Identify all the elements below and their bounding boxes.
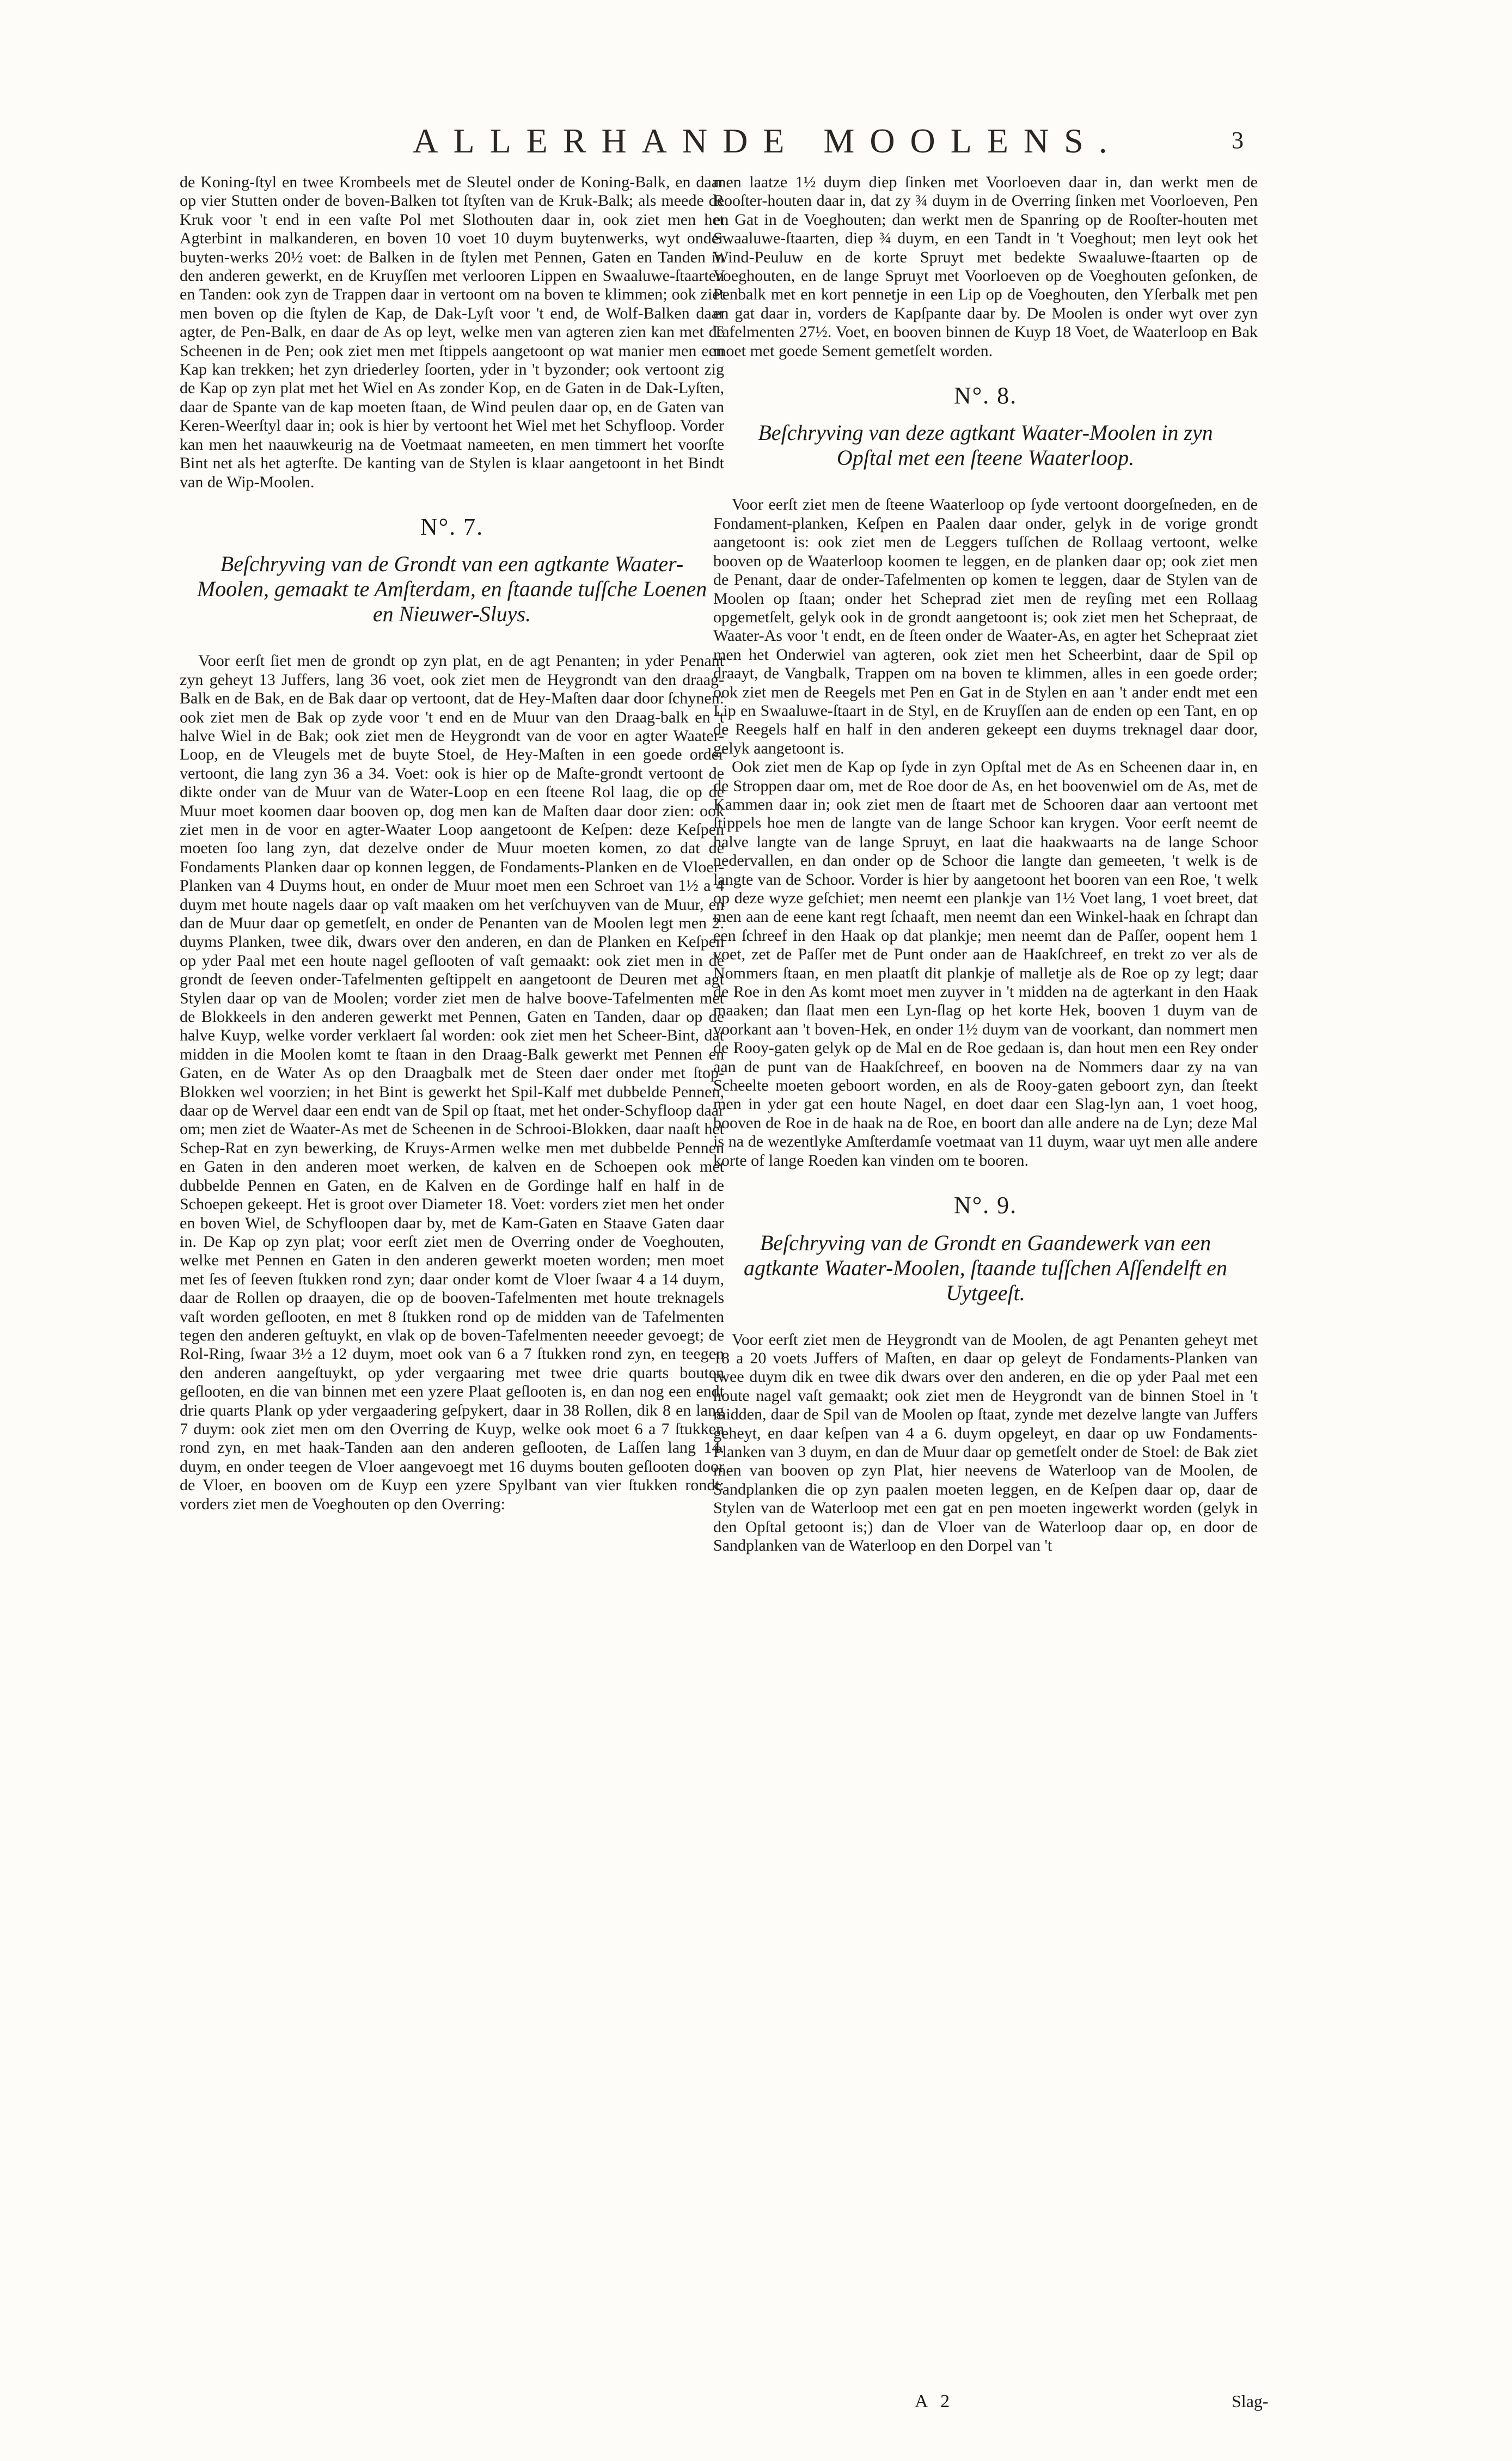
section-9-paragraph: Voor eerſt ziet men de Heygrondt van de Moolen, de agt Penanten geheyt met 18 a 20 voets Juffers of Maſten, en daar op geleyt de Fondaments-Planken van twee duym dik en twee dik dwars over den anderen, en die op yder Paal met een houte nagel vaſt gemaakt; ook ziet men de Heygrondt van de binnen Stoel in 't midden, daar de Spil van de Moolen op ſtaat, zynde met dezelve langte van Juffers geheyt, en daar keſpen van 4 a 6. duym opgeleyt, en daar op uw Fondaments-Planken van 3 duym, en dan de Muur daar op gemetſelt onder de Stoel: de Bak ziet men van booven op zyn Plat, hier neevens de Waterloop van de Moolen, de Sandplanken die op zyn paalen moeten leggen, en de Keſpen daar op, daar de Stylen van de Waterloop met een gat en pen moeten ingewerkt worden (gelyk in den Opſtal getoont is;) dan de Vloer van de Waterloop daar op, en door de Sandplanken van de Waterloop en den Dorpel van 't [713, 1330, 1258, 1554]
section-9-number: N°. 9. [953, 1192, 1018, 1219]
running-title: ALLERHANDE MOOLENS. [413, 121, 1123, 160]
section-7-number: N°. 7. [420, 513, 484, 540]
section-8-paragraph-1: Voor eerſt ziet men de ſteene Waaterloop op ſyde vertoont doorgeſneden, en de Fondament-planken, Keſpen en Paalen daar onder, gelyk in de vorige grondt aangetoont is: ook ziet men de Leggers tuſſchen de Rollaag vertoont, welke booven op de Waaterloop koomen te leggen, en de planken daar op; ook ziet men de Penant, daar de onder-Tafelmenten op komen te leggen, daar de Stylen van de Moolen op ſtaan; onder het Scheprad ziet men de reyſing met een Rollaag opgemetſelt, gelyk ook in de grondt aangetoont is; ook ziet men het Schepraat, de Waater-As voor 't endt, en de ſteen onder de Waater-As, en agter het Schepraat ziet men het Onderwiel van agteren, ook ziet men het Scheerbint, daar de Spil op draayt, de Vangbalk, Trappen om na boven te klimmen, alles in een goede order; ook ziet men de Reegels met Pen en Gat in de Stylen en aan 't ander endt met een Lip en Swaaluwe-ſtaart in de Styl, en de Kruyſſen aan de enden op een Tant, en op de Reegels half en half in den anderen gekeept een duyms treknagel daar door, gelyk aangetoont is. [713, 495, 1258, 757]
section-9-title: Beſchryving van de Grondt en Gaandewerk van een agtkante Waater-Moolen, ſtaande tuſſchen Aſſendelft en Uytgeeſt. [744, 1230, 1227, 1305]
section-7-title: Beſchryving van de Grondt van een agtkante Waater-Moolen, gemaakt te Amſterdam, en ſtaande tuſſche Loenen en Nieuwer-Sluys. [197, 552, 707, 627]
signature-mark: A 2 [915, 2391, 954, 2411]
right-column [713, 173, 1258, 1555]
section-8-paragraph-2: Ook ziet men de Kap op ſyde in zyn Opſtal met de As en Scheenen daar in, en de Stroppen daar om, met de Roe door de As, en het boovenwiel om de As, met de Kammen daar in; ook ziet men de ſtaart met de Schooren daar aan vertoont met ſtippels hoe men de langte van de lange Schoor kan krygen. Voor eerſt neemt de halve langte van de lange Spruyt, en laat die haakwaarts na de lange Schoor nedervallen, en dan onder op de Schoor die langte dan gemeeten, 't welk is de langte van de Schoor. Vorder is hier by aangetoont het booren van een Roe, 't welk op deze wyze geſchiet; men neemt een plankje van 1½ Voet lang, 1 voet breet, dat men aan de eene kant regt ſchaaft, men neemt dan een Winkel-haak en ſchrapt dan een ſchreef in den Haak op dat plankje; men neemt dan de Paſſer, oopent hem 1 voet, zet de Paſſer met de Punt onder aan de Haakſchreef, en trekt zo ver als de Nommers ſtaan, en men plaatſt dit plankje of malletje als de Roe op zy legt; daar de Roe in den As komt moet men zuyver in 't midden na de agterkant in den Haak maaken; dan ſlaat men een Lyn-ſlag op het korte Hek, booven 1 duym van de voorkant aan 't boven-Hek, en onder 1½ duym van de voorkant, dan nommert men de Rooy-gaten gelyk op de Mal en de Roe gedaan is, dan hout men een Rey onder aan de punt van de Haakſchreef, en booven na de Nommers daar zy na van Scheelte moeten geboort worden, en als de Rooy-gaten geboort zyn, dan ſteekt men in yder gat een houte Nagel, en doet daar een Slag-lyn aan, 1 voet hoog, booven de Roe in de haak na de Roe, en boort dan alle andere na de Lyn; deze Mal is na de wezentlyke Amſterdamſe voetmaat van 11 duym, waar uyt men alle andere korte of lange Roeden kan vinden om te booren. [713, 758, 1258, 1170]
left-intro-paragraph: de Koning-ſtyl en twee Krombeels met de Sleutel onder de Koning-Balk, en daar op vier Stutten onder de boven-Balken tot ſtyſten van de Kruk-Balk; als meede de Kruk voor 't end in een vaſte Pol met Slothouten daar in, ook ziet men het Agterbint in malkanderen, en boven 10 voet 10 duym buytenwerks, wyt onder buyten-werks 20½ voet: de Balken in de ſtylen met Pennen, Gaten en Tanden in den anderen gewerkt, en de Kruyſſen met verlooren Lippen en Swaaluwe-ſtaarten en Tanden: ook zyn de Trappen daar in vertoont om na boven te klimmen; ook ziet men boven op die ſtylen de Kap, de Dak-Lyſt voor 't end, de Wolf-Balken daar agter, de Pen-Balk, en daar de As op leyt, welke men van agteren zien kan met de Scheenen in de Pen; ook ziet men met ſtippels aangetoont op wat manier men een Kap kan trekken; het zyn driederley ſoorten, yder in 't byzonder; ook vertoont zig de Kap op zyn plat met het Wiel en As zonder Kop, en de Gaten in de Dak-Lyſten, daar de Spante van de kap moeten ſtaan, de Wind peulen daar op, en de Gaten van Keren-Weerſtyl daar in; ook is hier by vertoont het Wiel met het Schyfloop. Vorder kan men het naauwkeurig na de Voetmaat nameeten, en men timmert het voorſte Bint net als het agterſte. De kanting van de Stylen is klaar aangetoont in het Bindt van de Wip-Moolen. [180, 173, 724, 491]
section-7-body: Voor eerſt ſiet men de grondt op zyn plat, en de agt Penanten; in yder Penant zyn geheyt 13 Juffers, lang 36 voet, ook ziet men de Heygrondt van den draag-Balk en de Bak, en de Bak daar op vertoont, dat de Hey-Maſten daar door ſchynen: ook ziet men de Bak op zyde voor 't end en de Muur van den Draag-balk en 't halve Wiel in de Bak; ook ziet men de Heygrondt van de voor en agter Waater-Loop, en de Vleugels met de buyte Stoel, de Hey-Maſten in een goede order vertoont, die lang zyn 36 a 34. Voet: ook is hier op de Maſte-grondt vertoont de dikte onder van de Muur van de Water-Loop en een ſteene Rol laag, die op de Muur moet koomen daar booven op, dog men kan de Maſten daar door zien: ook ziet men in de voor en agter-Waater Loop aangetoont de Keſpen: deze Keſpen moeten ſoo lang zyn, dat dezelve onder de Muur moeten komen, zo dat de Fondaments Planken daar op konnen leggen, de Fondaments-Planken en de Vloer-Planken van 4 Duyms hout, en onder de Muur moet men een Schroet van 1½ a 4 duym met houte nagels daar op vaſt maaken om het verſchuyven van de Muur, en dan de Muur daar op gemetſelt, en onder de Penanten van de Moolen legt men 2. duyms Planken, twee dik, dwars over den anderen, en dan de Planken en Keſpen op yder Paal met een houte nagel geſlooten of vaſt gemaakt: ook ziet men in de grondt de ſeeven onder-Tafelmenten geſtippelt en aangetoont de Deuren met agt Stylen daar op van de Moolen; vorder ziet men de halve boove-Tafelmenten met de Blokkeels in den anderen gewerkt met Pennen, Gaten en Tanden, daar op de halve Kuyp, welke vorder verklaert ſal worden: ook ziet men het Scheer-Bint, dat midden in die Moolen komt te ſtaan in den Draag-Balk gewerkt met Pennen en Gaten, en de Water As op den Draagbalk met de Steen daer onder met ſtop-Blokken wel voorzien; in het Bint is gewerkt het Spil-Kalf met dubbelde Pennen, daar op de Wervel daar een endt van de Spil op ſtaat, met het onder-Schyfloop daar om; men ziet de Waater-As met de Scheenen in de Schrooi-Blokken, daar naaſt het Schep-Rat en zyn bewerking, de Kruys-Armen welke men met dubbelde Pennen en Gaten in den anderen moet werken, de kalven en de Schoepen ook met dubbelde Pennen en Gaten, en de Kalven en de Gordinge half en half in de Schoepen gekeept. Het is groot over Diameter 18. Voet: vorders ziet men het onder en boven Wiel, de Schyfloopen daar by, met de Kam-Gaten en Staave Gaten daar in. De Kap op zyn plat; voor eerſt ziet men de Overring onder de Voeghouten, welke met Pennen en Gaten in den anderen gewerkt moeten worden; men moet met ſes of ſeeven ſtukken rond zyn; daar onder komt de Vloer ſwaar 4 a 14 duym, daar de Rollen op draayen, die op de booven-Tafelmenten met houte treknagels vaſt worden geſlooten, en met 8 ſtukken rond op de midden van de Tafelmenten tegen den anderen geſtuykt, en vlak op de boven-Tafelmenten neeeder gevoegt; de Rol-Ring, ſwaar 3½ a 12 duym, moet ook van 6 a 7 ſtukken rond zyn, en teegen den anderen aangeſtuykt, op yder vergaaring met twee drie quarts bouten geſlooten, en die van binnen met een yzere Plaat geſlooten is, en dan nog een endt drie quarts Plank op yder vergaadering geſpykert, daar in 38 Rollen, dik 8 en lang 7 duym: ook ziet men om den Overring de Kuyp, welke ook moet 6 a 7 ſtukken rond zyn, en met haak-Tanden aan den anderen geſlooten, de Laſſen lang 14. duym, en onder teegen de Vloer aangevoegt met 16 duyms bouten geſlooten door de Vloer, en booven om de Kuyp een yzere Spylbant van vier ſtukken rondt: vorders ziet men de Voeghouten op den Overring: [180, 652, 724, 1513]
section-8-number: N°. 8. [953, 382, 1018, 409]
left-column [180, 173, 724, 1514]
section-8-title: Beſchryving van deze agtkant Waater-Moolen in zyn Opſtal met een ſteene Waaterloop. [758, 420, 1213, 470]
right-intro-paragraph: men laatze 1½ duym diep ſinken met Voorloeven daar in, dan werkt men de Rooſter-houten daar in, dat zy ¾ duym in de Overring ſinken met Voorloeven, Pen en Gat in de Voeghouten; dan werkt men de Spanring op de Rooſter-houten met Swaaluwe-ſtaarten, diep ¾ duym, en een Tandt in 't Voeghout; men leyt ook het Wind-Peuluw en de korte Spruyt met bedekte Swaaluwe-ſtaarten op de Voeghouten, en de lange Spruyt met Voorloeven op de Voeghouten geſonken, de Penbalk met en kort pennetje in een Lip op de Voeghouten, den Yſerbalk met pen en gat daar in, vorders de Kapſpante daar by. De Moolen is onder wyt over zyn Tafelmenten 27½. Voet, en booven binnen de Kuyp 18 Voet, de Waaterloop en Bak moet met goede Sement gemetſelt worden. [713, 173, 1258, 360]
catchword: Slag- [1232, 2391, 1269, 2411]
page-number: 3 [1232, 127, 1244, 154]
